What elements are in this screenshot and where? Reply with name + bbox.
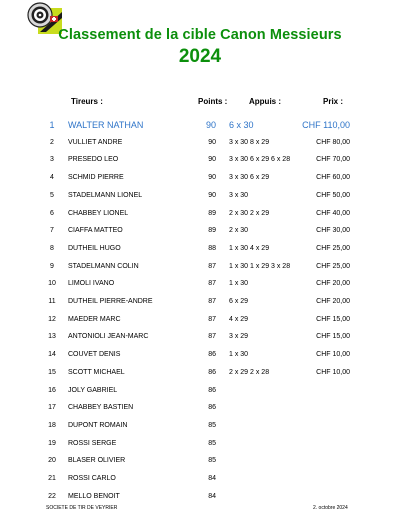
points-cell: 87 xyxy=(208,280,216,288)
appuis-cell: 3 x 30 6 x 29 xyxy=(229,174,270,182)
prix-cell: CHF 15,00 xyxy=(316,315,350,323)
rank-cell: 10 xyxy=(48,280,56,288)
points-cell: 85 xyxy=(208,421,216,429)
rank-cell: 1 xyxy=(49,120,55,130)
points-cell: 89 xyxy=(208,227,216,235)
prix-cell: CHF 10,00 xyxy=(316,351,350,359)
table-row xyxy=(0,242,400,260)
points-cell: 90 xyxy=(208,191,216,199)
table-row xyxy=(0,118,400,136)
name-cell: STADELMANN LIONEL xyxy=(68,191,143,199)
rank-cell: 20 xyxy=(48,457,56,465)
points-cell: 86 xyxy=(208,351,216,359)
points-cell: 84 xyxy=(208,492,216,500)
column-header-prix: Prix : xyxy=(323,97,344,106)
appuis-cell: 6 x 29 xyxy=(229,298,249,305)
appuis-cell: 1 x 30 4 x 29 xyxy=(229,244,270,252)
table-row xyxy=(0,437,400,455)
rank-cell: 22 xyxy=(48,492,56,500)
table-row xyxy=(0,384,400,402)
table-row xyxy=(0,153,400,171)
table-row xyxy=(0,348,400,366)
rank-cell: 21 xyxy=(48,475,56,482)
appuis-cell: 4 x 29 xyxy=(229,315,249,323)
rank-cell: 14 xyxy=(48,351,56,359)
name-cell: VULLIET ANDRE xyxy=(68,138,123,146)
points-cell: 90 xyxy=(208,156,216,164)
prix-cell: CHF 25,00 xyxy=(316,262,350,270)
name-cell: ANTONIOLI JEAN-MARC xyxy=(68,333,149,341)
footer-society: SOCIETE DE TIR DE VEYRIER xyxy=(46,505,118,511)
rank-cell: 19 xyxy=(48,439,56,447)
name-cell: JOLY GABRIEL xyxy=(68,386,118,394)
table-row xyxy=(0,260,400,278)
appuis-cell: 3 x 30 xyxy=(229,191,249,199)
prix-cell: CHF 30,00 xyxy=(316,227,350,235)
column-header-tireurs: Tireurs : xyxy=(71,97,103,106)
name-cell: DUTHEIL HUGO xyxy=(68,244,121,252)
prix-cell: CHF 70,00 xyxy=(316,156,350,164)
prix-cell: CHF 20,00 xyxy=(316,298,350,305)
name-cell: WALTER NATHAN xyxy=(68,120,144,130)
name-cell: DUPONT ROMAIN xyxy=(68,421,128,429)
rank-cell: 11 xyxy=(48,298,56,305)
table-row xyxy=(0,472,400,490)
table-row xyxy=(0,401,400,419)
rank-cell: 5 xyxy=(50,191,54,199)
prix-cell: CHF 60,00 xyxy=(316,174,350,182)
table-row xyxy=(0,454,400,472)
points-cell: 86 xyxy=(208,404,216,412)
table-row xyxy=(0,366,400,384)
prix-cell: CHF 80,00 xyxy=(316,138,350,146)
appuis-cell: 1 x 30 1 x 29 3 x 28 xyxy=(229,262,291,270)
table-row xyxy=(0,330,400,348)
points-cell: 87 xyxy=(208,333,216,341)
name-cell: DUTHEIL PIERRE-ANDRE xyxy=(68,298,153,305)
page-title: Classement de la cible Canon Messieurs xyxy=(58,27,342,43)
table-row xyxy=(0,277,400,295)
table-row xyxy=(0,224,400,242)
column-header-points: Points : xyxy=(198,97,228,106)
name-cell: LIMOLI IVANO xyxy=(68,280,115,288)
rank-cell: 4 xyxy=(50,174,54,182)
rank-cell: 8 xyxy=(50,244,54,252)
table-row xyxy=(0,419,400,437)
name-cell: ROSSI SERGE xyxy=(68,439,117,447)
name-cell: COUVET DENIS xyxy=(68,351,121,359)
prix-cell: CHF 110,00 xyxy=(302,120,350,130)
points-cell: 90 xyxy=(205,120,216,130)
points-cell: 85 xyxy=(208,457,216,465)
name-cell: SCOTT MICHAEL xyxy=(68,368,125,376)
column-header-appuis: Appuis : xyxy=(249,97,281,106)
name-cell: MAEDER MARC xyxy=(68,315,121,323)
rank-cell: 13 xyxy=(48,333,56,341)
name-cell: ROSSI CARLO xyxy=(68,475,116,482)
name-cell: CHABBEY LIONEL xyxy=(68,209,129,217)
points-cell: 86 xyxy=(208,386,216,394)
points-cell: 85 xyxy=(208,439,216,447)
table-row xyxy=(0,189,400,207)
appuis-cell: 2 x 29 2 x 28 xyxy=(229,368,270,376)
prix-cell: CHF 25,00 xyxy=(316,244,350,252)
appuis-cell: 6 x 30 xyxy=(229,120,254,130)
name-cell: SCHMID PIERRE xyxy=(68,174,124,182)
points-cell: 89 xyxy=(208,209,216,217)
points-cell: 87 xyxy=(208,298,216,305)
name-cell: MELLO BENOIT xyxy=(68,492,120,500)
appuis-cell: 2 x 30 2 x 29 xyxy=(229,209,270,217)
prix-cell: CHF 20,00 xyxy=(316,280,350,288)
points-cell: 87 xyxy=(208,315,216,323)
prix-cell: CHF 10,00 xyxy=(316,368,350,376)
prix-cell: CHF 15,00 xyxy=(316,333,350,341)
name-cell: BLASER OLIVIER xyxy=(68,457,126,465)
rank-cell: 3 xyxy=(50,156,54,164)
rank-cell: 12 xyxy=(48,315,56,323)
footer-date: 2. octobre 2024 xyxy=(313,505,348,511)
points-cell: 90 xyxy=(208,138,216,146)
points-cell: 90 xyxy=(208,174,216,182)
rank-cell: 18 xyxy=(48,421,56,429)
appuis-cell: 3 x 30 6 x 29 6 x 28 xyxy=(229,156,291,164)
appuis-cell: 1 x 30 xyxy=(229,280,249,288)
table-row xyxy=(0,207,400,225)
rank-cell: 2 xyxy=(50,138,54,146)
points-cell: 87 xyxy=(208,262,216,270)
points-cell: 84 xyxy=(208,475,216,482)
points-cell: 88 xyxy=(208,244,216,252)
name-cell: PRESEDO LEO xyxy=(68,156,119,164)
rank-cell: 16 xyxy=(48,386,56,394)
rank-cell: 17 xyxy=(48,404,56,412)
points-cell: 86 xyxy=(208,368,216,376)
appuis-cell: 2 x 30 xyxy=(229,227,249,235)
page-year: 2024 xyxy=(178,46,222,67)
table-row xyxy=(0,313,400,331)
appuis-cell: 1 x 30 xyxy=(229,351,249,359)
rank-cell: 6 xyxy=(50,209,54,217)
table-row xyxy=(0,295,400,313)
name-cell: CIAFFA MATTEO xyxy=(68,227,123,235)
prix-cell: CHF 40,00 xyxy=(316,209,350,217)
name-cell: CHABBEY BASTIEN xyxy=(68,404,134,412)
rank-cell: 15 xyxy=(48,368,56,376)
rank-cell: 7 xyxy=(50,227,54,235)
appuis-cell: 3 x 29 xyxy=(229,333,249,341)
appuis-cell: 3 x 30 8 x 29 xyxy=(229,138,270,146)
name-cell: STADELMANN COLIN xyxy=(68,262,139,270)
table-row xyxy=(0,136,400,154)
rank-cell: 9 xyxy=(50,262,54,270)
prix-cell: CHF 50,00 xyxy=(316,191,350,199)
table-row xyxy=(0,171,400,189)
